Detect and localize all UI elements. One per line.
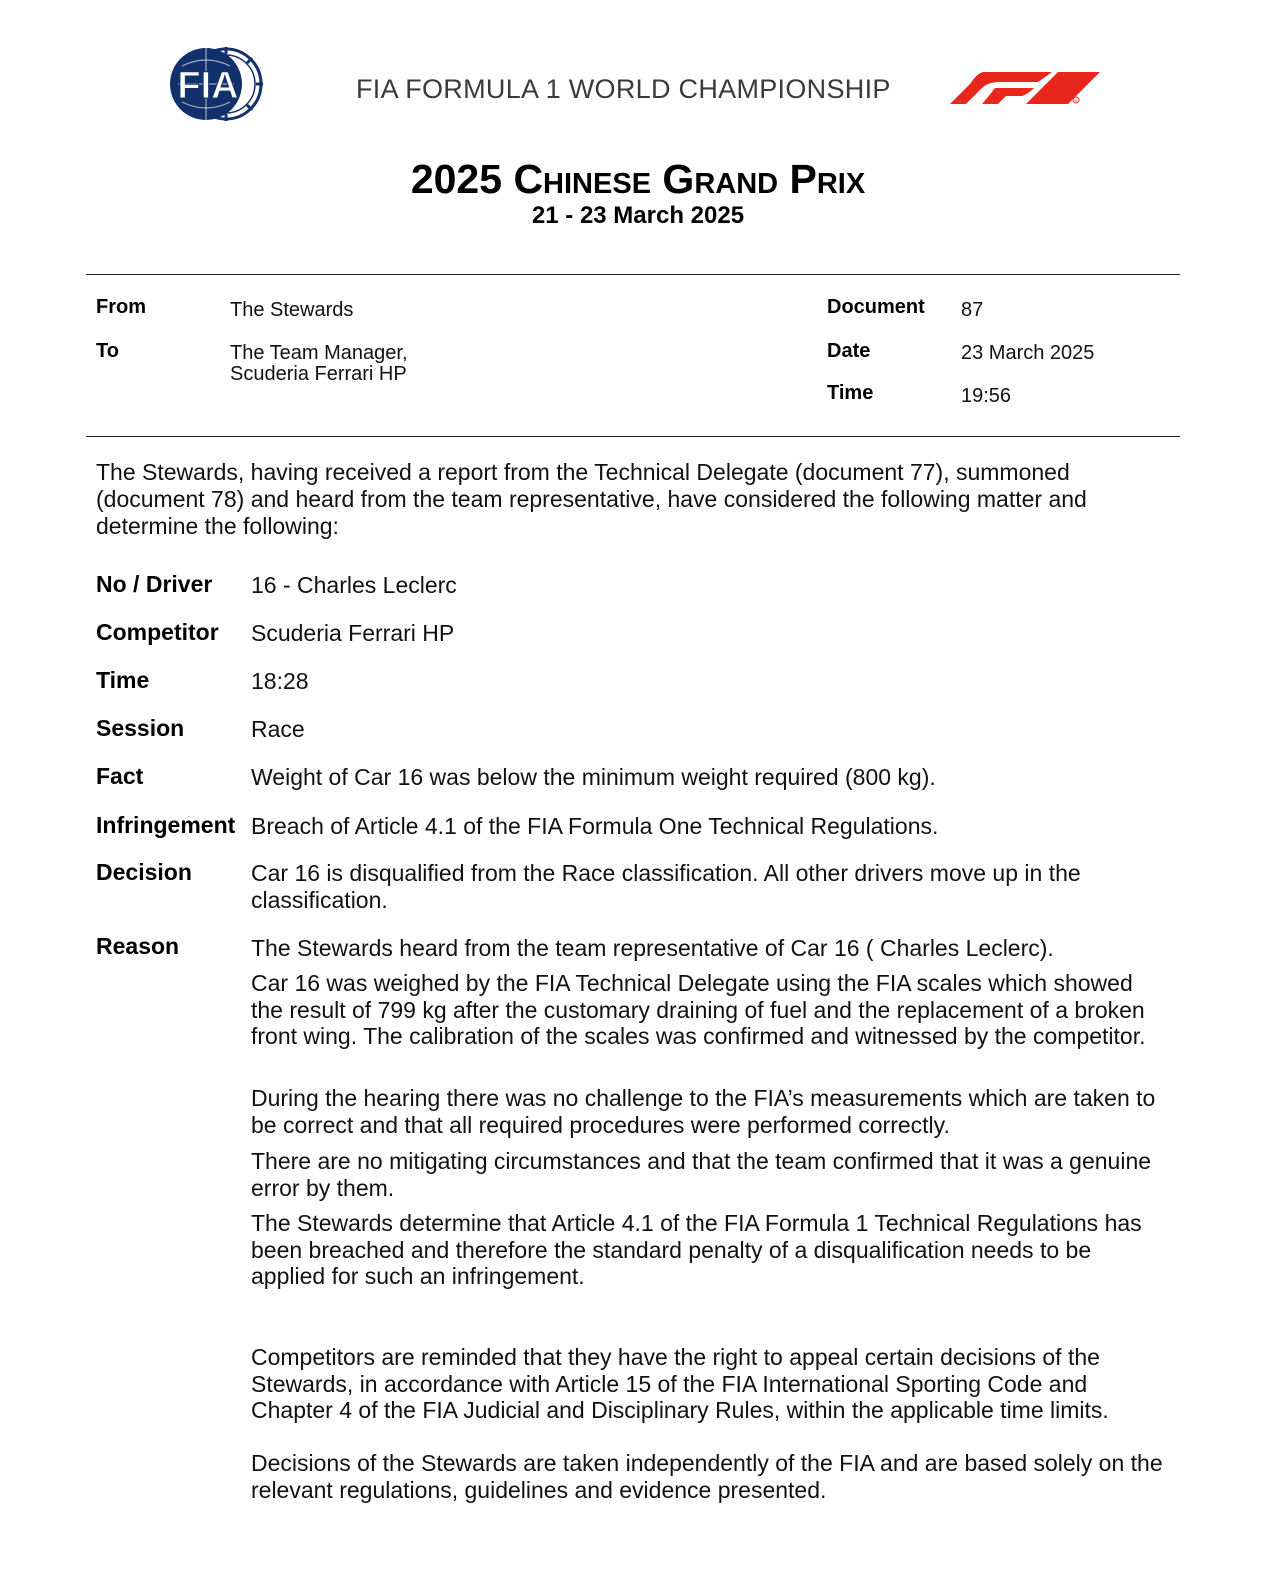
document-label: Document (827, 296, 925, 318)
date-label: Date (827, 340, 871, 362)
time-field-label: Time (96, 667, 150, 693)
independence-notice: Decisions of the Stewards are taken independently of the FIA and are based solely on the relevant regulations, guidelines and evidence presented. (251, 1450, 1163, 1503)
reason-paragraph: The Stewards heard from the team representative of Car 16 ( Charles Leclerc). (251, 935, 1054, 961)
driver-value: 16 - Charles Leclerc (251, 572, 457, 598)
session-label: Session (96, 715, 185, 741)
from-value: The Stewards (230, 299, 354, 321)
to-label: To (96, 340, 119, 362)
bottom-divider (86, 436, 1180, 437)
championship-title: FIA FORMULA 1 WORLD CHAMPIONSHIP (356, 74, 891, 104)
driver-label: No / Driver (96, 571, 213, 597)
fia-logo-text: FIA (177, 65, 239, 107)
time-field-value: 18:28 (251, 668, 309, 694)
reason-paragraph: During the hearing there was no challenge to the FIA’s measurements which are taken to be correct and that all required procedures were performed correctly. (251, 1085, 1156, 1138)
time-label: Time (827, 382, 874, 404)
from-label: From (96, 296, 146, 318)
reason-paragraph: Car 16 was weighed by the FIA Technical Delegate using the FIA scales which showed the result of 799 kg after the customary draining of fuel and the replacement of a broken front wing. The calibration of the scales was confirmed and witnessed by the competitor. (251, 970, 1146, 1049)
fact-label: Fact (96, 763, 144, 789)
time-value: 19:56 (961, 385, 1012, 407)
reason-paragraph: There are no mitigating circumstances and that the team confirmed that it was a genuine error by them. (251, 1148, 1152, 1201)
date-value: 23 March 2025 (961, 342, 1095, 364)
competitor-value: Scuderia Ferrari HP (251, 620, 455, 646)
f1-logo (948, 64, 1106, 108)
event-name: Chinese Grand Prix (513, 156, 866, 202)
session-value: Race (251, 716, 305, 742)
document-number: 87 (961, 299, 984, 321)
reason-label: Reason (96, 933, 180, 959)
infringement-label: Infringement (96, 812, 236, 838)
event-year: 2025 (410, 156, 503, 202)
to-value-line1: The Team Manager, (230, 342, 408, 364)
to-value-line2: Scuderia Ferrari HP (230, 363, 407, 385)
decision-label: Decision (96, 859, 192, 885)
decision-value: Car 16 is disqualified from the Race classification. All other drivers move up in the classification. (251, 860, 1081, 913)
fia-logo (160, 46, 268, 126)
svg-text:R: R (1074, 98, 1078, 103)
infringement-value: Breach of Article 4.1 of the FIA Formula One Technical Regulations. (251, 813, 939, 839)
fact-value: Weight of Car 16 was below the minimum weight required (800 kg). (251, 764, 936, 790)
top-divider (86, 274, 1180, 275)
intro-paragraph: The Stewards, having received a report from the Technical Delegate (document 77), summoned (document 78) and heard from the team representative, have considered the following matter and determine the following: (96, 459, 1087, 539)
event-title (0, 156, 1276, 203)
document-header (0, 0, 1276, 130)
reason-paragraph: The Stewards determine that Article 4.1 of the FIA Formula 1 Technical Regulations has been breached and therefore the standard penalty of a disqualification needs to be applied for such an infringement. (251, 1210, 1142, 1289)
appeal-notice: Competitors are reminded that they have the right to appeal certain decisions of the Stewards, in accordance with Article 15 of the FIA International Sporting Code and Chapter 4 of the FIA Judicial and Disciplinary Rules, within the applicable time limits. (251, 1344, 1109, 1423)
event-dates: 21 - 23 March 2025 (531, 202, 745, 229)
competitor-label: Competitor (96, 619, 219, 645)
